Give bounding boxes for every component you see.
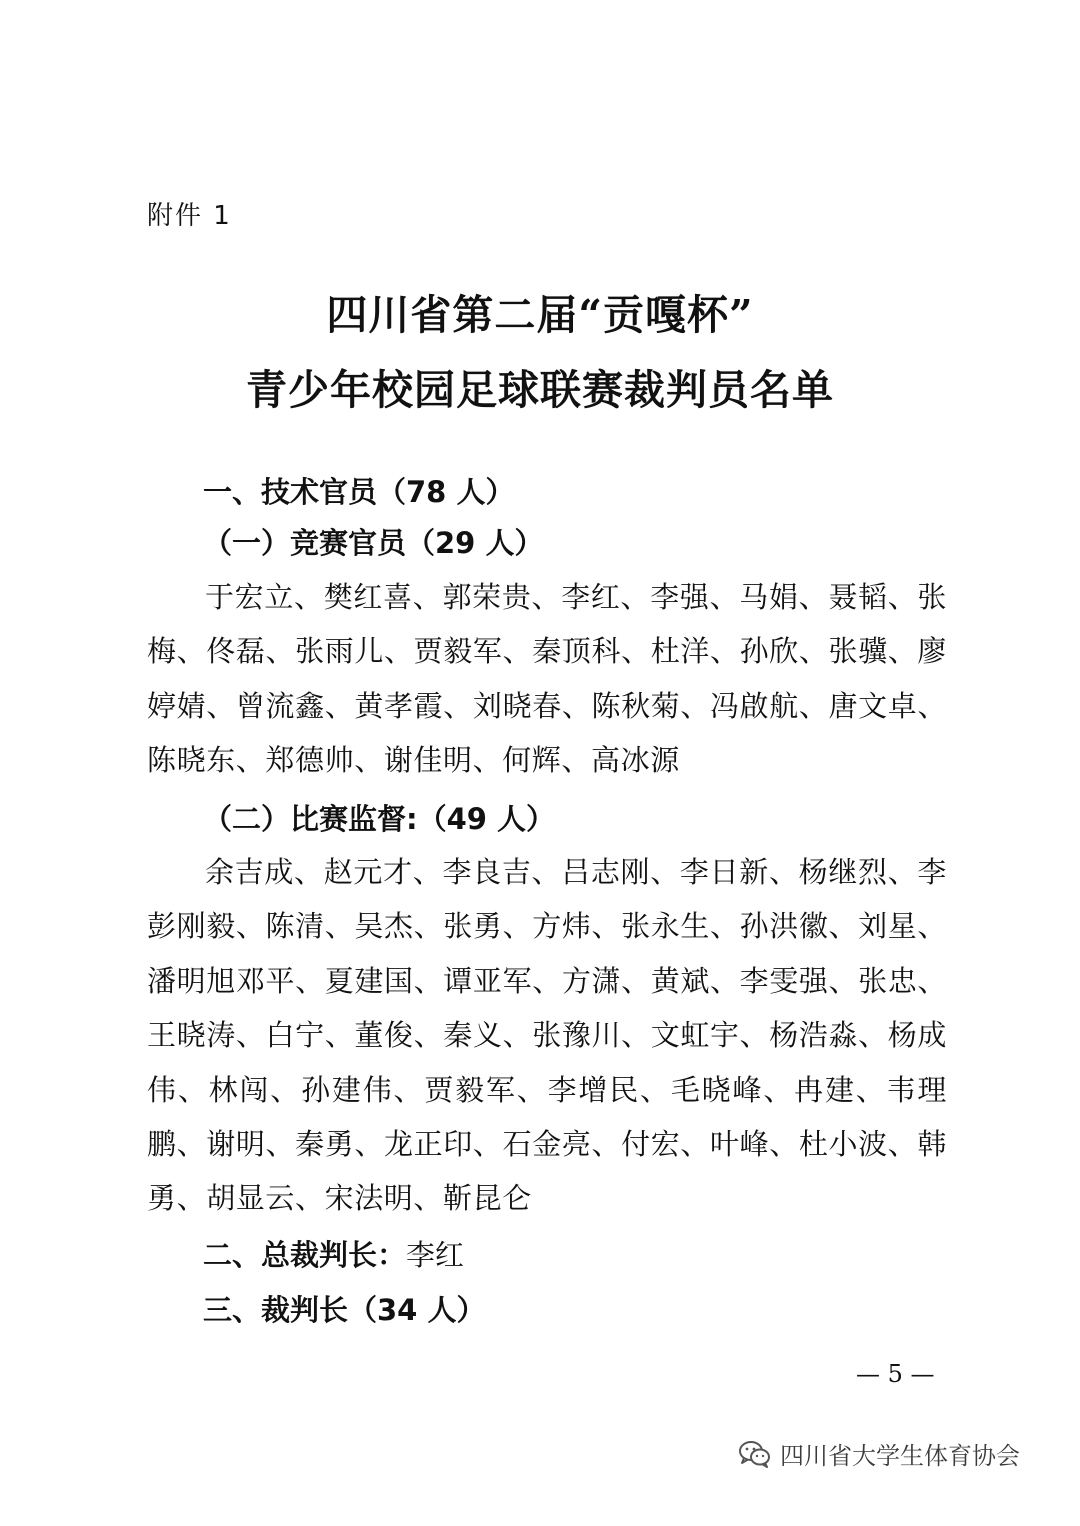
page-number: — 5 — xyxy=(856,1360,935,1388)
wechat-icon xyxy=(738,1440,772,1468)
section-chief-referee xyxy=(203,1233,464,1274)
document-title-line1: 四川省第二届“贡嘎杯” xyxy=(326,291,754,339)
document-title-line2: 青少年校园足球联赛裁判员名单 xyxy=(246,366,834,414)
competition-officials-names: 于宏立、樊红喜、郭荣贵、李红、李强、马娟、聂韬、张梅、佟磊、张雨儿、贾毅军、秦顶科、杜洋、孙欣、张骥、廖婷婧、曾流鑫、黄孝霞、刘晓春、陈秋菊、冯啟航、唐文卓、陈晓东、郑德帅、谢佳明、何辉、高冰源 xyxy=(147,580,947,778)
match-supervisors-names: 余吉成、赵元才、李良吉、吕志刚、李日新、杨继烈、李彭刚毅、陈清、吴杰、张勇、方炜、张永生、孙洪徽、刘星、潘明旭邓平、夏建国、谭亚军、方潇、黄斌、李雯强、张忠、王晓涛、白宁、董俊、秦义、张豫川、文虹宇、杨浩淼、杨成伟、林闯、孙建伟、贾毅军、李增民、毛晓峰、冉建、韦理鹏、谢明、秦勇、龙正印、石金亮、付宏、叶峰、杜小波、韩勇、胡显云、宋法明、靳昆仑 xyxy=(147,855,947,1216)
section-head-referees: 三、裁判长（34 人） xyxy=(203,1293,486,1327)
chief-referee-name: 李红 xyxy=(406,1238,465,1272)
subsection-match-supervisors: （二）比赛监督:（49 人） xyxy=(203,802,556,836)
watermark xyxy=(738,1436,1020,1471)
chief-referee-label: 二、总裁判长： xyxy=(203,1238,407,1272)
section-technical-officials: 一、技术官员（78 人） xyxy=(203,475,515,509)
watermark-text: 四川省大学生体育协会 xyxy=(780,1442,1020,1470)
subsection-competition-officials: （一）竞赛官员（29 人） xyxy=(203,526,544,560)
attachment-label: 附件 1 xyxy=(147,201,232,231)
